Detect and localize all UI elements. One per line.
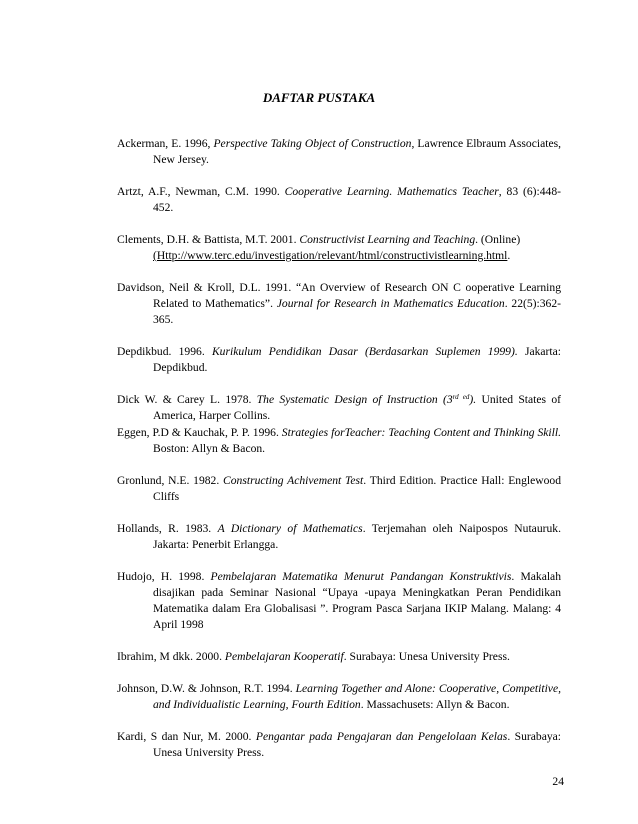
reference-johnson <box>117 681 561 713</box>
page-number: 24 <box>552 775 564 788</box>
reference-url-suffix: . <box>507 249 511 262</box>
reference-authors: Ackerman, E. 1996, <box>117 137 214 150</box>
reference-title: Pengantar pada Pengajaran dan Pengelolaan Kelas <box>255 730 508 743</box>
page-title: DAFTAR PUSTAKA <box>262 90 376 105</box>
reference-title: Constructing Achivement Test <box>223 474 364 487</box>
reference-publisher: . Third Edition. Practice Hall: Englewood Cliffs <box>153 474 561 503</box>
reference-authors: Clements, D.H. & Battista, M.T. 2001. <box>117 233 300 246</box>
reference-kardi <box>117 729 561 761</box>
reference-ackerman <box>117 136 561 168</box>
reference-title: Learning Together and Alone: Cooperative, Competitive, and Individualistic Learning, Fourth Edition <box>153 682 561 711</box>
reference-clements <box>117 232 561 264</box>
reference-publisher: United States of America, Harper Collins. <box>153 393 561 422</box>
reference-hollands <box>117 521 561 553</box>
reference-depdikbud <box>117 344 561 376</box>
reference-title: Pembelajaran Kooperatif <box>224 650 344 663</box>
reference-title: Journal for Research in Mathematics Education <box>276 297 505 310</box>
reference-authors: Dick W. & Carey L. 1978. <box>117 393 257 406</box>
reference-authors: Artzt, A.F., Newman, C.M. 1990. <box>117 185 285 198</box>
reference-authors: Gronlund, N.E. 1982. <box>117 474 224 487</box>
reference-dick-carey <box>117 392 561 424</box>
reference-artzt <box>117 184 561 216</box>
reference-ibrahim <box>117 649 561 665</box>
reference-eggen <box>117 425 561 457</box>
reference-authors: Johnson, D.W. & Johnson, R.T. 1994. <box>117 682 296 695</box>
reference-publisher: . Massachusets: Allyn & Bacon. <box>360 698 510 711</box>
reference-publisher: , Lawrence Elbraum Associates, New Jersey. <box>153 137 562 166</box>
reference-publisher: . (Online) <box>475 233 521 246</box>
reference-davidson <box>117 280 561 328</box>
reference-authors: Hollands, R. 1983. <box>117 522 218 535</box>
reference-authors: Depdikbud. 1996. <box>117 345 212 358</box>
reference-publisher: Boston: Allyn & Bacon. <box>153 442 266 455</box>
reference-title: A Dictionary of Mathematics <box>217 522 363 535</box>
reference-authors: Hudojo, H. 1998. <box>117 570 211 583</box>
reference-publisher: , 83 (6):448-452. <box>153 185 562 214</box>
reference-authors: Davidson, Neil & Kroll, D.L. 1991. “An Overview of Research ON C ooperative Learning Related to Mathematics”. <box>117 281 561 310</box>
reference-authors: Eggen, P.D & Kauchak, P. P. 1996. <box>117 426 282 439</box>
reference-title-end: ). <box>469 393 477 406</box>
reference-edition-superscript: rd ed <box>452 393 470 401</box>
reference-title: Perspective Taking Object of Construction <box>213 137 412 150</box>
reference-gronlund <box>117 473 561 505</box>
reference-title: Pembelajaran Matematika Menurut Pandangan Konstruktivis <box>210 570 512 583</box>
reference-title: Strategies forTeacher: Teaching Content and Thinking Skill. <box>281 426 561 439</box>
reference-hudojo <box>117 569 561 633</box>
reference-title: The Systematic Design of Instruction (3 <box>256 393 453 406</box>
reference-title: Cooperative Learning. Mathematics Teacher <box>284 185 499 198</box>
reference-list <box>117 136 561 761</box>
reference-publisher: . Makalah disajikan pada Seminar Nasional “Upaya -upaya Meningkatkan Peran Pendidikan Matematika dalam Era Globalisasi ”. Program Pasca Sarjana IKIP Malang. Malang: 4 April 1998 <box>153 570 562 631</box>
reference-title: Kurikulum Pendidikan Dasar (Berdasarkan Suplemen 1999). <box>211 345 518 358</box>
reference-authors: Kardi, S dan Nur, M. 2000. <box>117 730 256 743</box>
reference-title: Constructivist Learning and Teaching <box>299 233 476 246</box>
reference-url-link[interactable]: (Http://www.terc.edu/investigation/relevant/html/constructivistlearning.html <box>153 249 508 262</box>
reference-publisher: . 22(5):362-365. <box>153 297 561 326</box>
reference-publisher: . Surabaya: Unesa University Press. <box>153 730 562 759</box>
reference-publisher: . Surabaya: Unesa University Press. <box>343 650 510 663</box>
reference-publisher: Jakarta: Depdikbud. <box>153 345 561 374</box>
reference-publisher: . Terjemahan oleh Naipospos Nutauruk. Jakarta: Penerbit Erlangga. <box>153 522 561 551</box>
reference-authors: Ibrahim, M dkk. 2000. <box>117 650 225 663</box>
